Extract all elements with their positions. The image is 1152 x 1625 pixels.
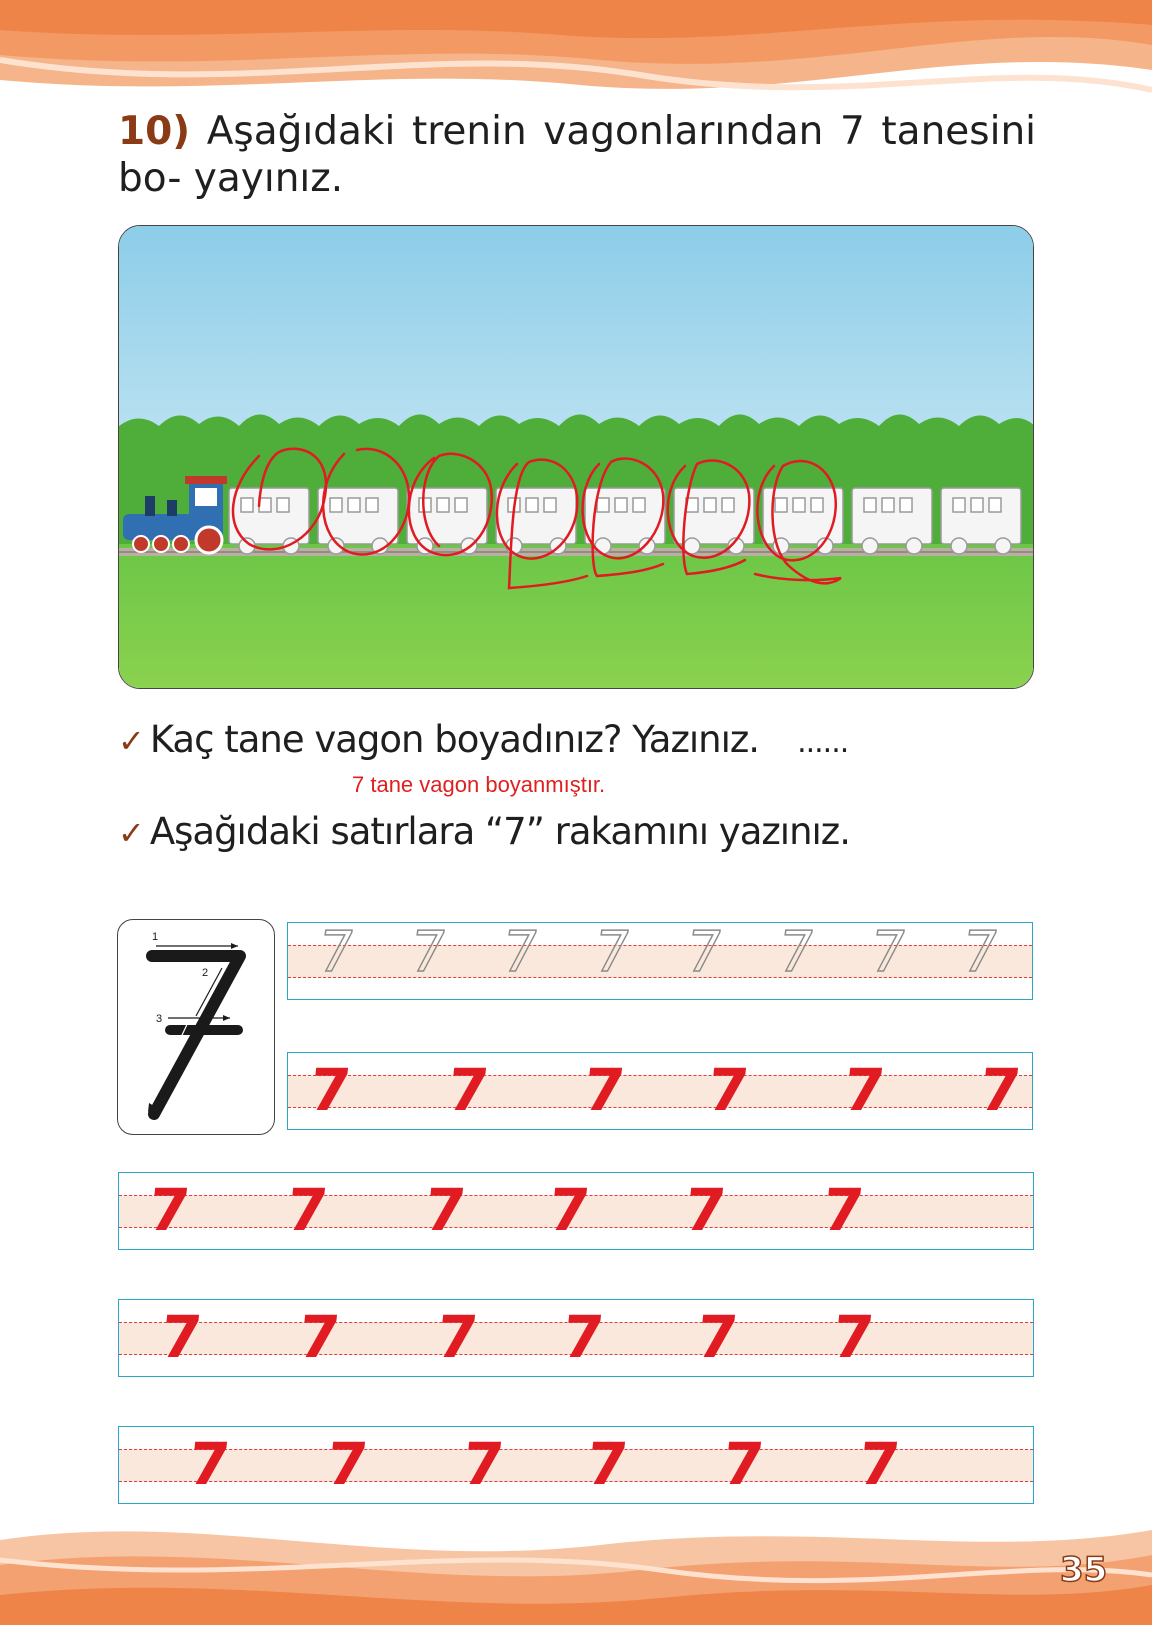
check-bullet-icon: ✓	[118, 722, 144, 760]
written-digit: 7	[976, 1056, 1024, 1124]
written-digit: 7	[323, 1430, 371, 1498]
written-digit: 7	[145, 1176, 193, 1244]
tracing-digit: 7	[497, 920, 543, 985]
written-digit: 7	[693, 1303, 741, 1371]
wagon-7	[763, 488, 843, 554]
stroke-number-3: 3	[156, 1013, 163, 1025]
bullet-count-wagons	[118, 718, 848, 761]
written-digit: 7	[433, 1303, 481, 1371]
written-digit: 7	[459, 1430, 507, 1498]
tracing-digit: 7	[865, 920, 911, 985]
tracing-digit: 7	[313, 920, 359, 985]
written-digit: 7	[719, 1430, 767, 1498]
written-digit: 7	[840, 1056, 888, 1124]
handwritten-answer: 7 tane vagon boyanmıştır.	[352, 772, 606, 797]
practice-row-2	[118, 1172, 1034, 1250]
wagon-9	[941, 488, 1021, 554]
answer-blank: ......	[797, 725, 849, 760]
written-digit: 7	[306, 1056, 354, 1124]
written-digit: 7	[829, 1303, 877, 1371]
written-digit: 7	[583, 1430, 631, 1498]
bottom-wave-decoration	[0, 1500, 1152, 1625]
page-number: 35	[1060, 1550, 1108, 1590]
written-digit: 7	[185, 1430, 233, 1498]
written-digit: 7	[704, 1056, 752, 1124]
tracing-digit: 7	[589, 920, 635, 985]
wagon-4	[496, 488, 576, 554]
wagon-6	[674, 488, 754, 554]
written-digit: 7	[421, 1176, 469, 1244]
top-wave-decoration	[0, 0, 1152, 110]
stroke-number-1: 1	[152, 931, 159, 943]
tracing-digit: 7	[405, 920, 451, 985]
written-digit: 7	[819, 1176, 867, 1244]
question-number: 10)	[118, 109, 191, 154]
written-digit: 7	[157, 1303, 205, 1371]
wagons	[229, 488, 1021, 554]
practice-row-3	[118, 1299, 1034, 1377]
check-bullet-icon: ✓	[118, 814, 144, 852]
written-digit: 7	[295, 1303, 343, 1371]
question-body: Aşağıdaki trenin vagonlarından 7 tanesini bo- yayınız.	[118, 109, 1036, 201]
guide-band	[288, 945, 1032, 978]
tracing-digit: 7	[773, 920, 819, 985]
question-text	[118, 108, 1036, 202]
tracing-digit: 7	[957, 920, 1003, 985]
guide-band	[288, 1075, 1032, 1108]
train-scene	[118, 225, 1034, 689]
wagon-8	[852, 488, 932, 554]
grass-field	[119, 544, 1034, 689]
bullet-1-text: Kaç tane vagon boyadınız? Yazınız.	[149, 718, 760, 761]
wagon-2	[318, 488, 398, 554]
written-digit: 7	[681, 1176, 729, 1244]
practice-row-4	[118, 1426, 1034, 1504]
written-digit: 7	[444, 1056, 492, 1124]
wagon-1	[229, 488, 309, 554]
bullet-2-text: Aşağıdaki satırlara “7” rakamını yazınız.	[149, 810, 850, 853]
digit-model-box	[117, 919, 275, 1135]
stroke-number-2: 2	[202, 967, 209, 979]
written-digit: 7	[283, 1176, 331, 1244]
written-digit: 7	[855, 1430, 903, 1498]
bullet-write-digit	[118, 810, 850, 853]
practice-row-1	[287, 1052, 1033, 1130]
tracing-digit: 7	[681, 920, 727, 985]
written-digit: 7	[545, 1176, 593, 1244]
tracing-row	[287, 922, 1033, 1000]
written-digit: 7	[559, 1303, 607, 1371]
written-digit: 7	[580, 1056, 628, 1124]
